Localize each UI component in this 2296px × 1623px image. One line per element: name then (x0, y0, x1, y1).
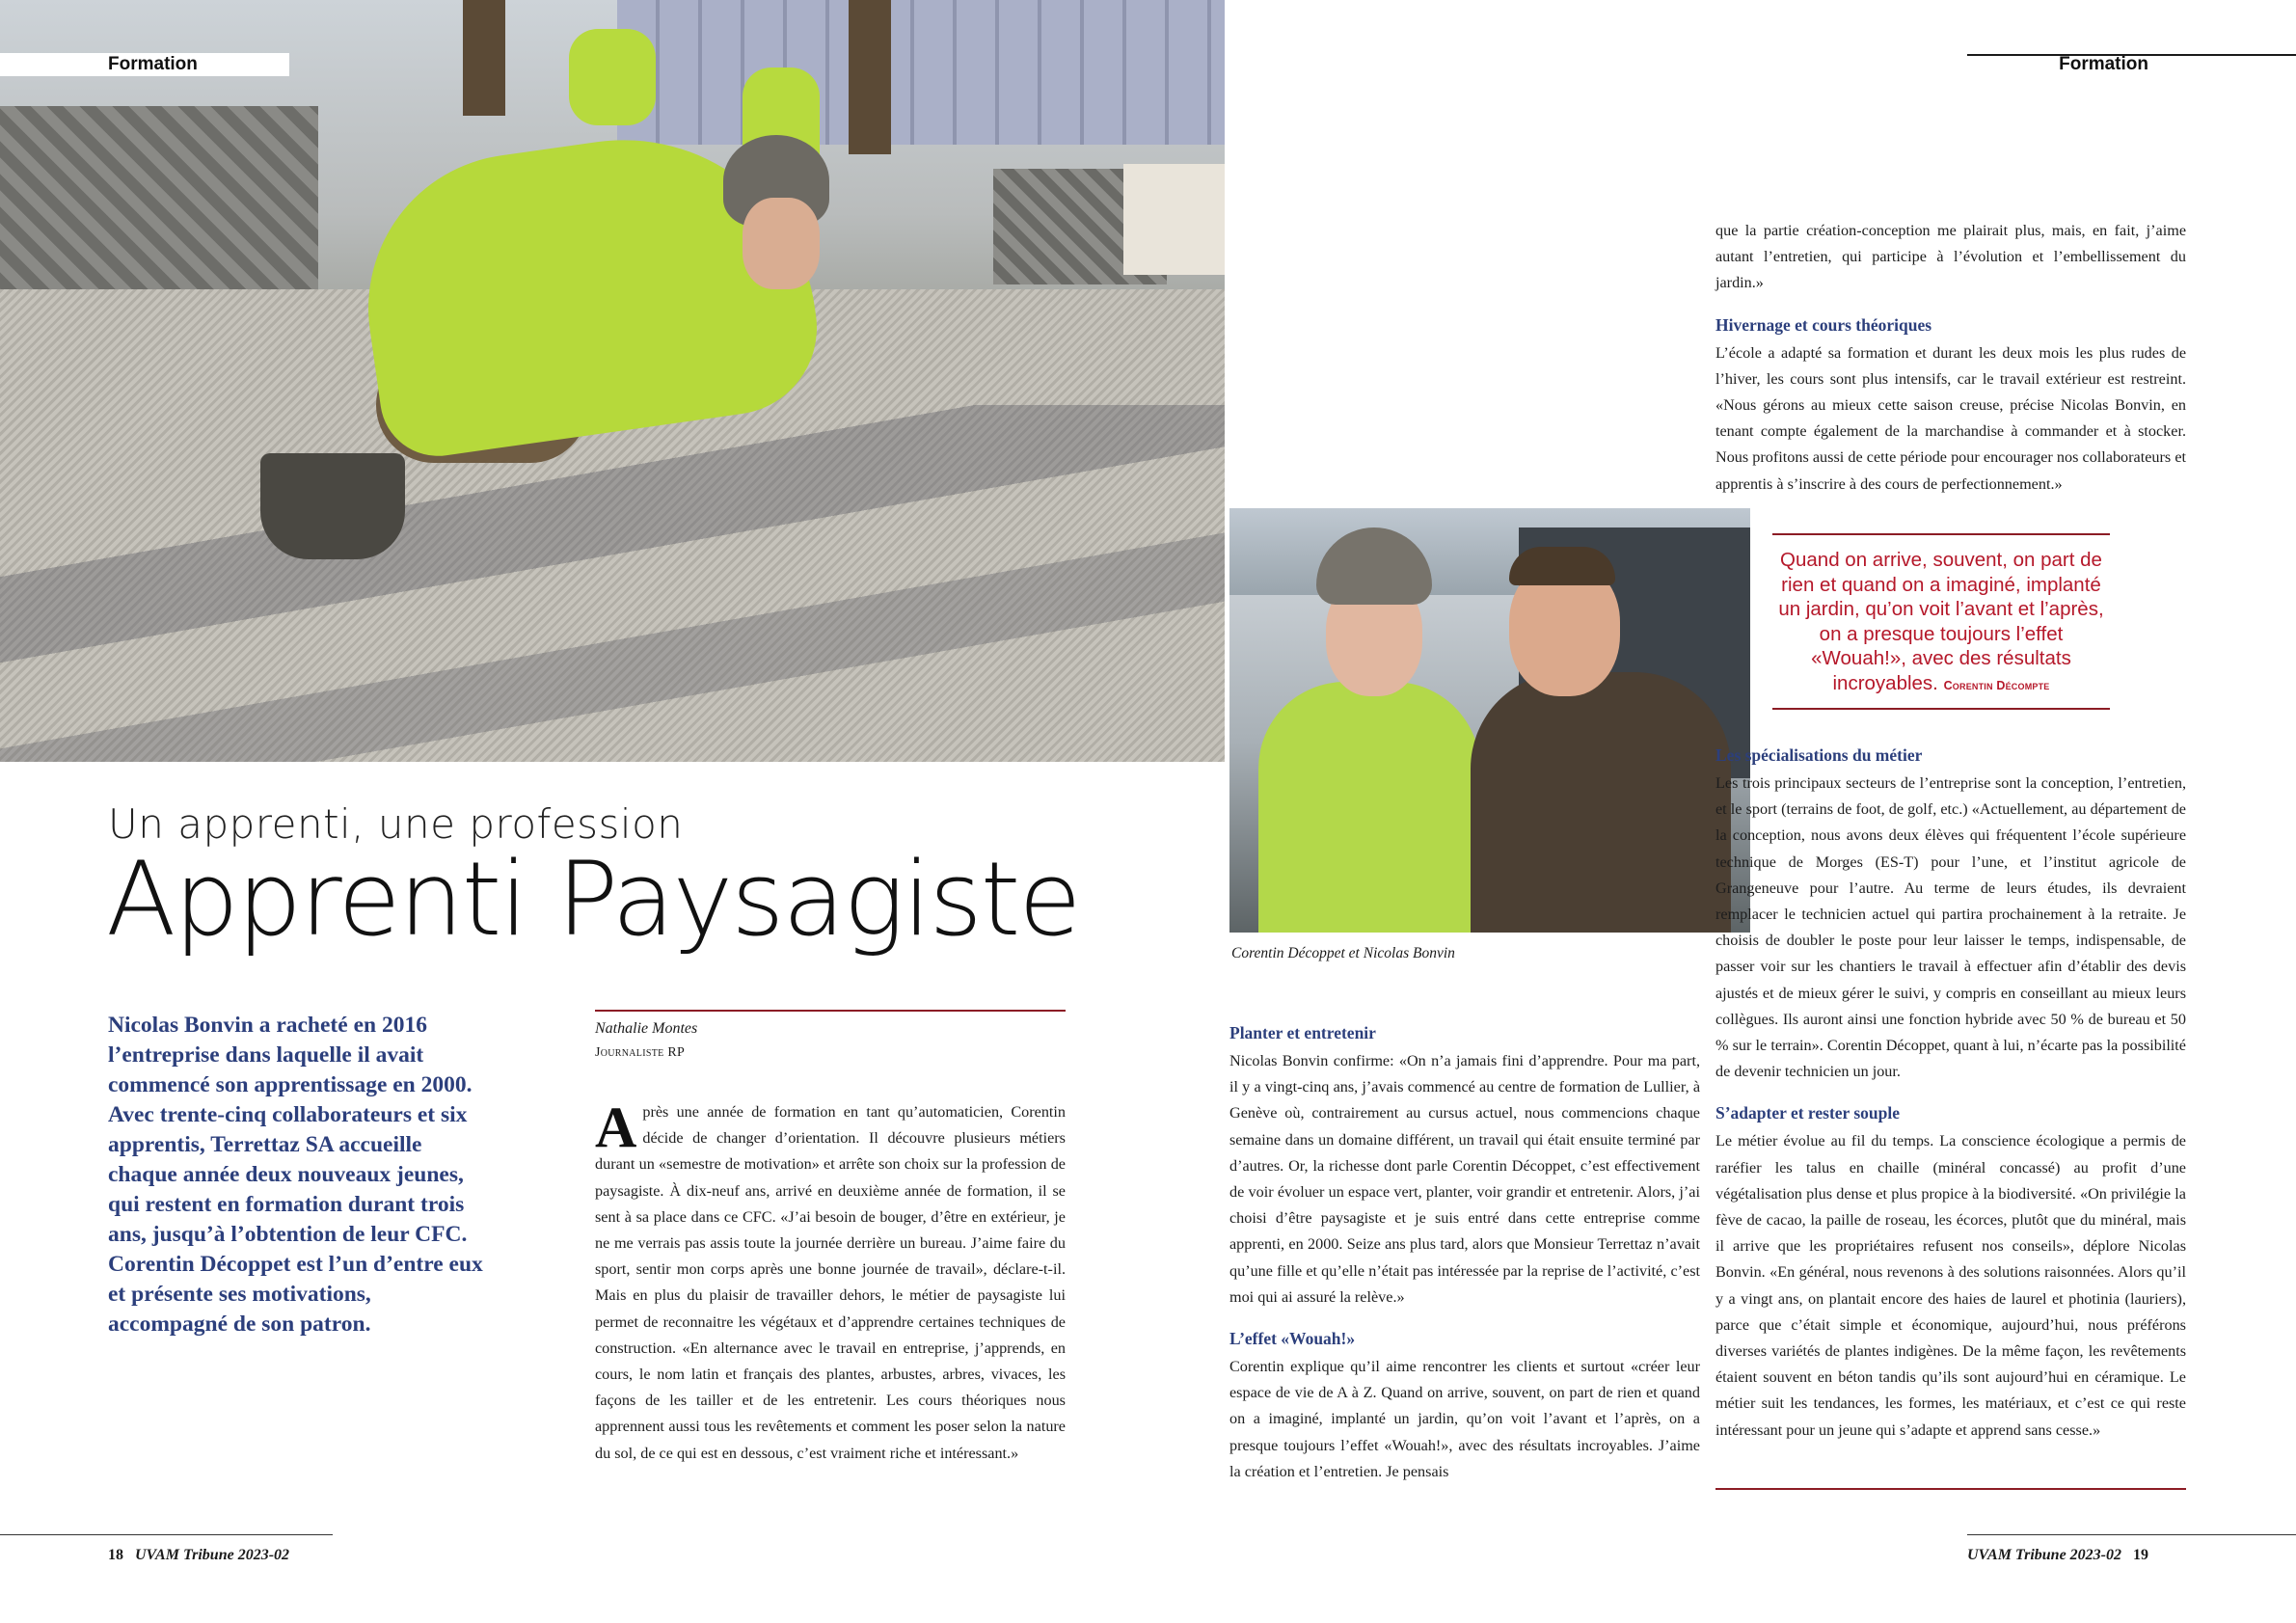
footer-line-right (1967, 1534, 2296, 1535)
author-name: Nathalie Montes (595, 1020, 698, 1037)
running-head-right: Formation (2059, 54, 2148, 74)
heading-planter: Planter et entretenir (1229, 1023, 1376, 1042)
heading-specialisations: Les spécialisations du métier (1715, 745, 1923, 765)
col2-paragraph-1: Nicolas Bonvin confirme: «On n’a jamais fini d’apprendre. Pour ma part, il y a vingt-cinq ans, j’avais commencé au centre de formation de Lullier, à Genève où, contrairement au cursus actuel, nous commencions chaque semaine dans un domaine différent, un travail qui était ensuite terminé par d’autres. Or, la richesse dont parle Corentin Décoppet, c’est effectivement de voir évoluer un espace vert, planter, voir grandir et entretenir. Alors, j’ai choisi d’être paysagiste et je suis entré dans cette entreprise comme apprenti, en 2000. Seize ans plus tard, alors que Monsieur Terrettaz n’avait qu’une fille et qu’elle n’était pas intéressée par la reprise de l’activité, c’est moi qui ai assuré la relève.» (1229, 1052, 1700, 1306)
footer-line-left (0, 1534, 333, 1535)
pull-quote (1772, 548, 2110, 698)
publication-left: UVAM Tribune 2023-02 (135, 1547, 290, 1563)
author-role: Journaliste RP (595, 1045, 686, 1060)
folio-right (1967, 1547, 2148, 1564)
photo-caption: Corentin Décoppet et Nicolas Bonvin (1231, 945, 1455, 961)
column-3-top (1715, 218, 2186, 498)
publication-right: UVAM Tribune 2023-02 (1966, 1547, 2121, 1563)
page-number-left: 18 (108, 1547, 123, 1563)
portrait-photo (1229, 508, 1750, 933)
column-3-bottom (1715, 743, 2186, 1444)
col2-paragraph-2: Corentin explique qu’il aime rencontrer les clients et surtout «créer leur espace de vie de A à Z. Quand on arrive, souvent, on part de rien et quand on a imaginé, implanté un jardin, qu’on voit l’avant et l’après, on a presque toujours l’effet «Wouah!», avec des résultats incroyables. J’aime la création et l’entretien. Je pensais (1229, 1358, 1700, 1480)
drop-cap: A (595, 1096, 637, 1159)
byline-rule (595, 1010, 1066, 1012)
col1-paragraph: près une année de formation en tant qu’automaticien, Corentin décide de changer d’orientation. Il découvre plusieurs métiers durant un «semestre de motivation» et arrête son choix sur la profession de paysagiste. À dix-neuf ans, arrivé en deuxième année de formation, il se sent à sa place dans ce CFC. «J’ai besoin de bouger, d’être en extérieur, je ne me verrais pas assis toute la journée derrière un bureau. J’aime faire du sport, sentir mon corps après une bonne journée de travail», déclare-t-il. Mais en plus du plaisir de travailler dehors, le métier de paysagiste lui permet de reconnaitre les végétaux et d’apprendre certaines techniques de construction. «En alternance avec le travail en entreprise, j’apprends, en cours, le nom latin et français des plantes, arbustes, arbres, vivaces, les façons de les tailler et de les entretenir. Les cours théoriques nous apprennent aussi tous les revêtements et comment les poser selon la nature du sol, de ce qui est en dessous, c’est vraiment riche et intéressant.» (595, 1103, 1066, 1462)
pullquote-author: Corentin Décompte (1943, 678, 2050, 692)
article-kicker: Un apprenti, une profession (108, 800, 684, 848)
col3-paragraph-2: Les trois principaux secteurs de l’entreprise sont la conception, l’entretien, et le sport (terrains de foot, de golf, etc.) «Actuellement, au département de la conception, nous avons deux élèves qui fréquentent l’école supérieure technique de Morges (ES-T) pour l’une, et l’institut agricole de Grangeneuve pour l’autre. Au terme de leurs études, ils devraient remplacer le technicien actuel qui partira prochainement à la retraite. Je choisis de doubler le poste pour leur laisser le temps, indispensable, de passer voir sur les chantiers le travail à effectuer afin d’établir des devis ajustés et de mieux gérer le suivi, y compris en conseillant au mieux leurs collègues. Ils auront ainsi une fonction hybride avec 50 % de bureau et 50 % sur le terrain». Corentin Décoppet, quant à lui, n’écarte pas la possibilité de devenir technicien un jour. (1715, 774, 2186, 1081)
end-rule (1715, 1488, 2186, 1490)
article-title: Apprenti Paysagiste (106, 840, 1080, 959)
page-number-right: 19 (2133, 1547, 2148, 1563)
pullquote-text: Quand on arrive, souvent, on part de rien et quand on a imaginé, implanté un jardin, qu’on voit l’avant et l’après, on a presque toujours l’effet «Wouah!», avec des résultats incroyables. (1778, 549, 2104, 694)
hero-photo (0, 0, 1225, 762)
pullquote-rule-bottom (1772, 708, 2110, 710)
article-lead: Nicolas Bonvin a racheté en 2016 l’entreprise dans laquelle il avait commencé son apprentissage en 2000. Avec trente-cinq collaborateurs et six apprentis, Terrettaz SA accueille chaque année deux nouveaux jeunes, qui restent en formation durant trois ans, jusqu’à l’obtention de leur CFC. Corentin Décoppet est l’un d’entre eux et présente ses motivations, accompagné de son patron. (108, 1013, 483, 1337)
column-2 (1229, 1020, 1700, 1485)
col3-paragraph-0: que la partie création-conception me plairait plus, mais, en fait, j’aime autant l’entretien, qui participe à l’évolution et l’embellissement du jardin.» (1715, 222, 2186, 292)
running-head-left: Formation (108, 54, 198, 74)
col3-paragraph-3: Le métier évolue au fil du temps. La conscience écologique a permis de raréfier les talus en chaille (minéral concassé) au profit d’une végétalisation plus dense et plus propice à la biodiversité. «On privilégie la fève de cacao, la paille de roseau, les écorces, plutôt que du minéral, mais il arrive que les propriétaires refusent nos conseils», déplore Nicolas Bonvin. «En général, nous revenons à des solutions raisonnées. Alors qu’il y a vingt ans, on plantait encore des haies de laurel et photinia (lauriers), parce que c’était simple et économique, aujourd’hui, nous préférons diverses variétés de plantes indigènes. De la même façon, les revêtements étaient souvent en béton tandis qu’ils sont aujourd’hui en céramique. Le métier suit les tendances, les formes, les matériaux, et c’est ce qui reste intéressant pour un jeune qui s’adapte et apprend sans cesse.» (1715, 1132, 2186, 1439)
heading-hivernage: Hivernage et cours théoriques (1715, 314, 1932, 335)
folio-left (108, 1547, 289, 1564)
heading-effet-wouah: L’effet «Wouah!» (1229, 1329, 1356, 1349)
pullquote-rule-top (1772, 533, 2110, 535)
col3-paragraph-1: L’école a adapté sa formation et durant les deux mois les plus rudes de l’hiver, les cours sont plus intensifs, car le travail extérieur est restreint. «Nous gérons au mieux cette saison creuse, précise Nicolas Bonvin, en tenant compte également de la marchandise à commander et à stocker. Nous profitons aussi de cette période pour encourager nos collaborateurs et apprentis à s’inscrire à des cours de perfectionnement.» (1715, 343, 2186, 493)
heading-sadapter: S’adapter et rester souple (1715, 1103, 1901, 1123)
column-1 (595, 1096, 1066, 1467)
